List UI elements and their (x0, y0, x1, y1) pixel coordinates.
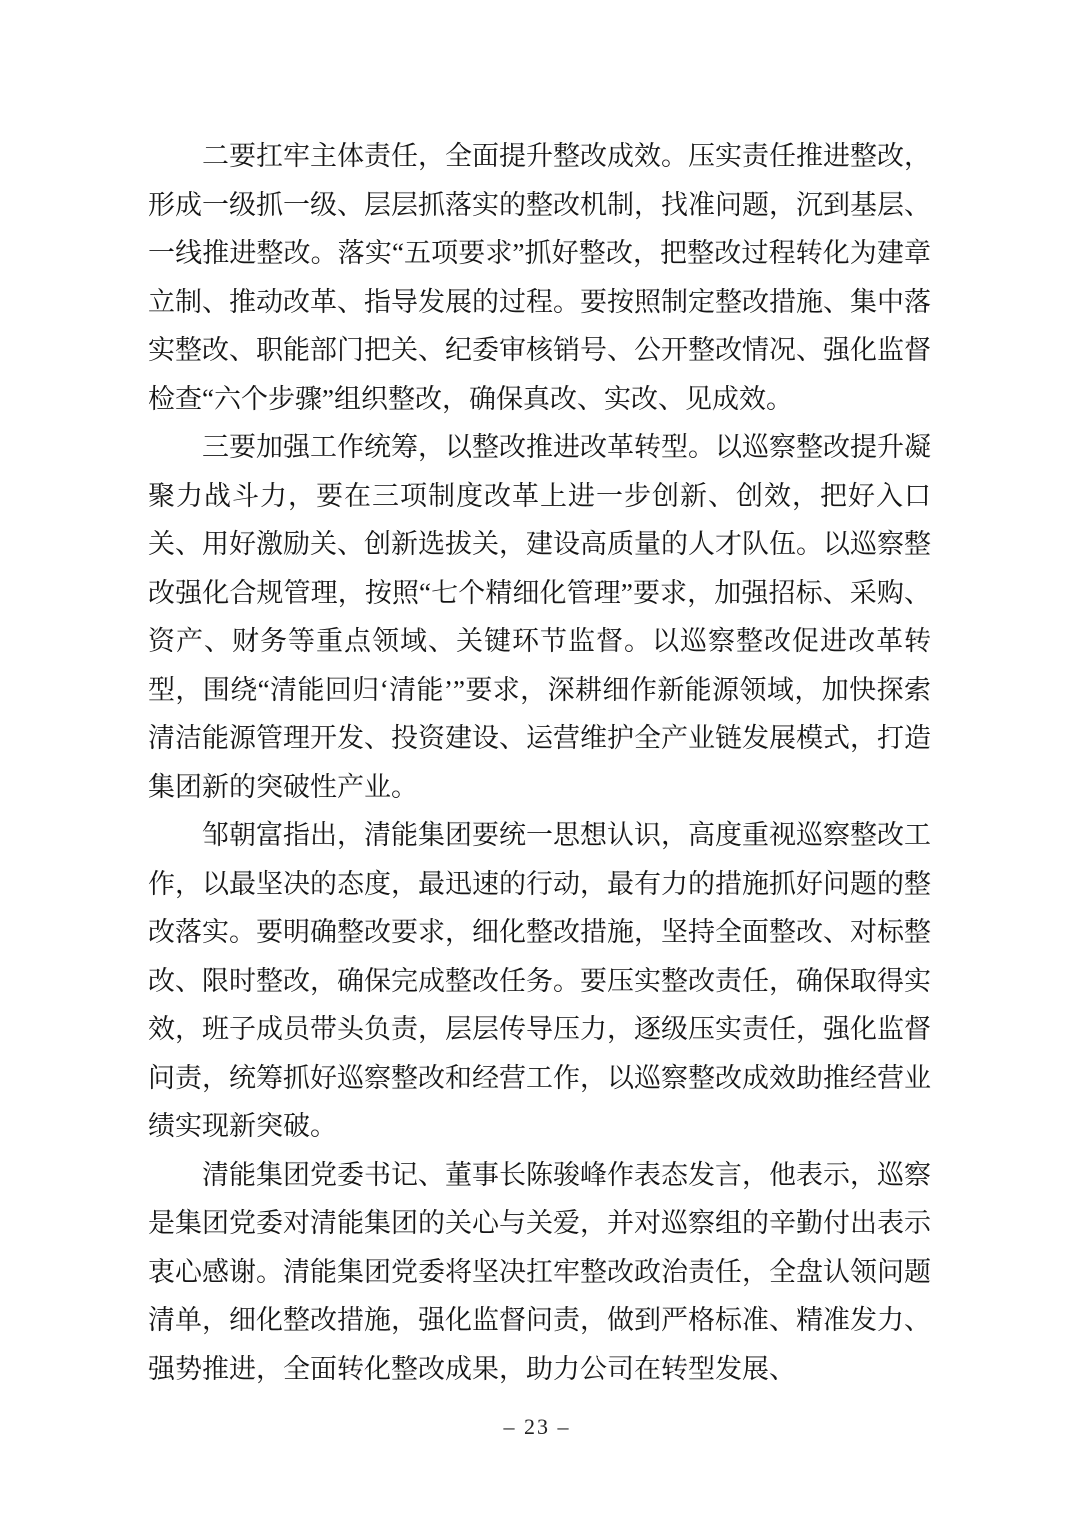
paragraph-2: 三要加强工作统筹，以整改推进改革转型。以巡察整改提升凝聚力战斗力，要在三项制度改革上进一步创新、创效，把好入口关、用好激励关、创新选拔关，建设高质量的人才队伍。以巡察整改强化合规管理，按照“七个精细化管理”要求，加强招标、采购、资产、财务等重点领域、关键环节监督。以巡察整改促进改革转型，围绕“清能回归‘清能’”要求，深耕细作新能源领域，加快探索清洁能源管理开发、投资建设、运营维护全产业链发展模式，打造集团新的突破性产业。 (148, 432, 931, 802)
document-body (148, 132, 931, 1393)
paragraph-3: 邹朝富指出，清能集团要统一思想认识，高度重视巡察整改工作，以最坚决的态度，最迅速的行动，最有力的措施抓好问题的整改落实。要明确整改要求，细化整改措施，坚持全面整改、对标整改、限时整改，确保完成整改任务。要压实整改责任，确保取得实效，班子成员带头负责，层层传导压力，逐级压实责任，强化监督问责，统筹抓好巡察整改和经营工作，以巡察整改成效助推经营业绩实现新突破。 (148, 820, 931, 1141)
paragraph-1: 二要扛牢主体责任，全面提升整改成效。压实责任推进整改，形成一级抓一级、层层抓落实的整改机制，找准问题，沉到基层、一线推进整改。落实“五项要求”抓好整改，把整改过程转化为建章立制、推动改革、指导发展的过程。要按照制定整改措施、集中落实整改、职能部门把关、纪委审核销号、公开整改情况、强化监督检查“六个步骤”组织整改，确保真改、实改、见成效。 (148, 141, 931, 414)
paragraph-4: 清能集团党委书记、董事长陈骏峰作表态发言，他表示，巡察是集团党委对清能集团的关心与关爱，并对巡察组的辛勤付出表示衷心感谢。清能集团党委将坚决扛牢整改政治责任，全盘认领问题清单，细化整改措施，强化监督问责，做到严格标准、精准发力、强势推进，全面转化整改成果，助力公司在转型发展、 (148, 1159, 931, 1384)
page-number: – 23 – (503, 1414, 571, 1439)
